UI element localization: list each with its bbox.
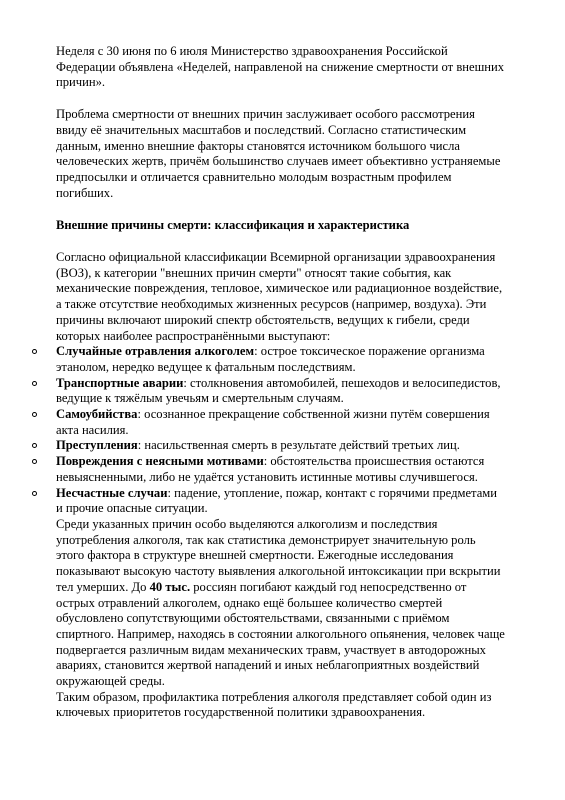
bullet-circle-icon bbox=[32, 491, 37, 496]
classification-paragraph: Согласно официальной классификации Всемирной организации здравоохранения (ВОЗ), к категории "внешних причин смерти" относят такие события, как механические повреждения, тепловое, химическое или радиационное воздействие, а также отсутствие необходимых жизненных ресурсов (например, воздуха). Эти причины включают широкий спектр обстоятельств, ведущих к гибели, среди которых наиболее распространёнными выступают: bbox=[56, 250, 503, 343]
death-count: 40 тыс. bbox=[149, 579, 191, 594]
list-item bbox=[56, 486, 505, 517]
cause-description: : обстоятельства происшествия остаются невыясненными, либо не удаётся установить истинные мотивы случившегося. bbox=[56, 454, 485, 484]
alcohol-text-before: Среди указанных причин особо выделяются алкоголизм и последствия употребления алкоголя, так как статистика демонстрирует значительную роль этого фактора в структуре внешней смертности. Ежегодные исследования показывают высокую частоту выявления алкогольной интоксикации при вскрытии тел умерших. До bbox=[56, 516, 501, 594]
cause-description: : осознанное прекращение собственной жизни путём совершения акта насилия. bbox=[56, 407, 490, 437]
cause-description: : столкновения автомобилей, пешеходов и велосипедистов, ведущие к тяжёлым увечьям и смертельным случаям. bbox=[56, 375, 501, 406]
cause-term: Повреждения с неясными мотивами bbox=[56, 454, 264, 469]
intro-paragraph: Неделя с 30 июня по 6 июля Министерство здравоохранения Российской Федерации объявлена «Неделей, направленой на снижение смертности от внешних причин». bbox=[56, 44, 505, 90]
cause-description: : острое токсическое поражение организма этанолом, нередко ведущее к фатальным последствиям. bbox=[56, 344, 485, 374]
list-item bbox=[56, 407, 505, 438]
bullet-circle-icon bbox=[32, 459, 37, 464]
bullet-circle-icon bbox=[32, 381, 37, 386]
cause-term: Самоубийства bbox=[56, 407, 138, 422]
cause-term: Транспортные аварии bbox=[56, 375, 184, 390]
cause-term: Несчастные случаи bbox=[56, 485, 168, 500]
bullet-circle-icon bbox=[32, 443, 37, 448]
cause-description: : насильственная смерть в результате действий третьих лиц. bbox=[137, 438, 460, 453]
list-item bbox=[56, 344, 505, 375]
alcohol-paragraph bbox=[56, 517, 505, 690]
problem-paragraph: Проблема смертности от внешних причин заслуживает особого рассмотрения ввиду её значительных масштабов и последствий. Согласно статистическим данным, именно внешние факторы становятся источником большого числа человеческих жертв, причём большинство случаев имеет объективно устраняемые предпосылки и отличается сравнительно молодым возрастным профилем погибших. bbox=[56, 107, 501, 200]
list-item bbox=[56, 438, 505, 454]
conclusion-paragraph: Таким образом, профилактика потребления алкоголя представляет собой один из ключевых приоритетов государственной политики здравоохранения. bbox=[56, 689, 492, 720]
alcohol-text-after: россиян погибают каждый год непосредственно от острых отравлений алкоголем, однако ещё большее количество смертей обусловлено сопутствующими обстоятельствами, связанными с приёмом спиртного. Например, находясь в состоянии алкогольного опьянения, человек чаще подвергается различным видам механических травм, участвует в автодорожных авариях, становится жертвой нападений и иных неблагоприятных воздействий окружающей среды. bbox=[56, 579, 505, 689]
list-item bbox=[56, 376, 505, 407]
cause-term: Случайные отравления алкоголем bbox=[56, 344, 255, 359]
bullet-circle-icon bbox=[32, 412, 37, 417]
cause-term: Преступления bbox=[56, 438, 138, 453]
list-item bbox=[56, 454, 505, 485]
section-heading: Внешние причины смерти: классификация и характеристика bbox=[56, 218, 410, 233]
bullet-circle-icon bbox=[32, 349, 37, 354]
cause-description: : падение, утопление, пожар, контакт с горячими предметами и прочие опасные ситуации. bbox=[56, 485, 498, 516]
external-causes-list bbox=[56, 344, 505, 517]
